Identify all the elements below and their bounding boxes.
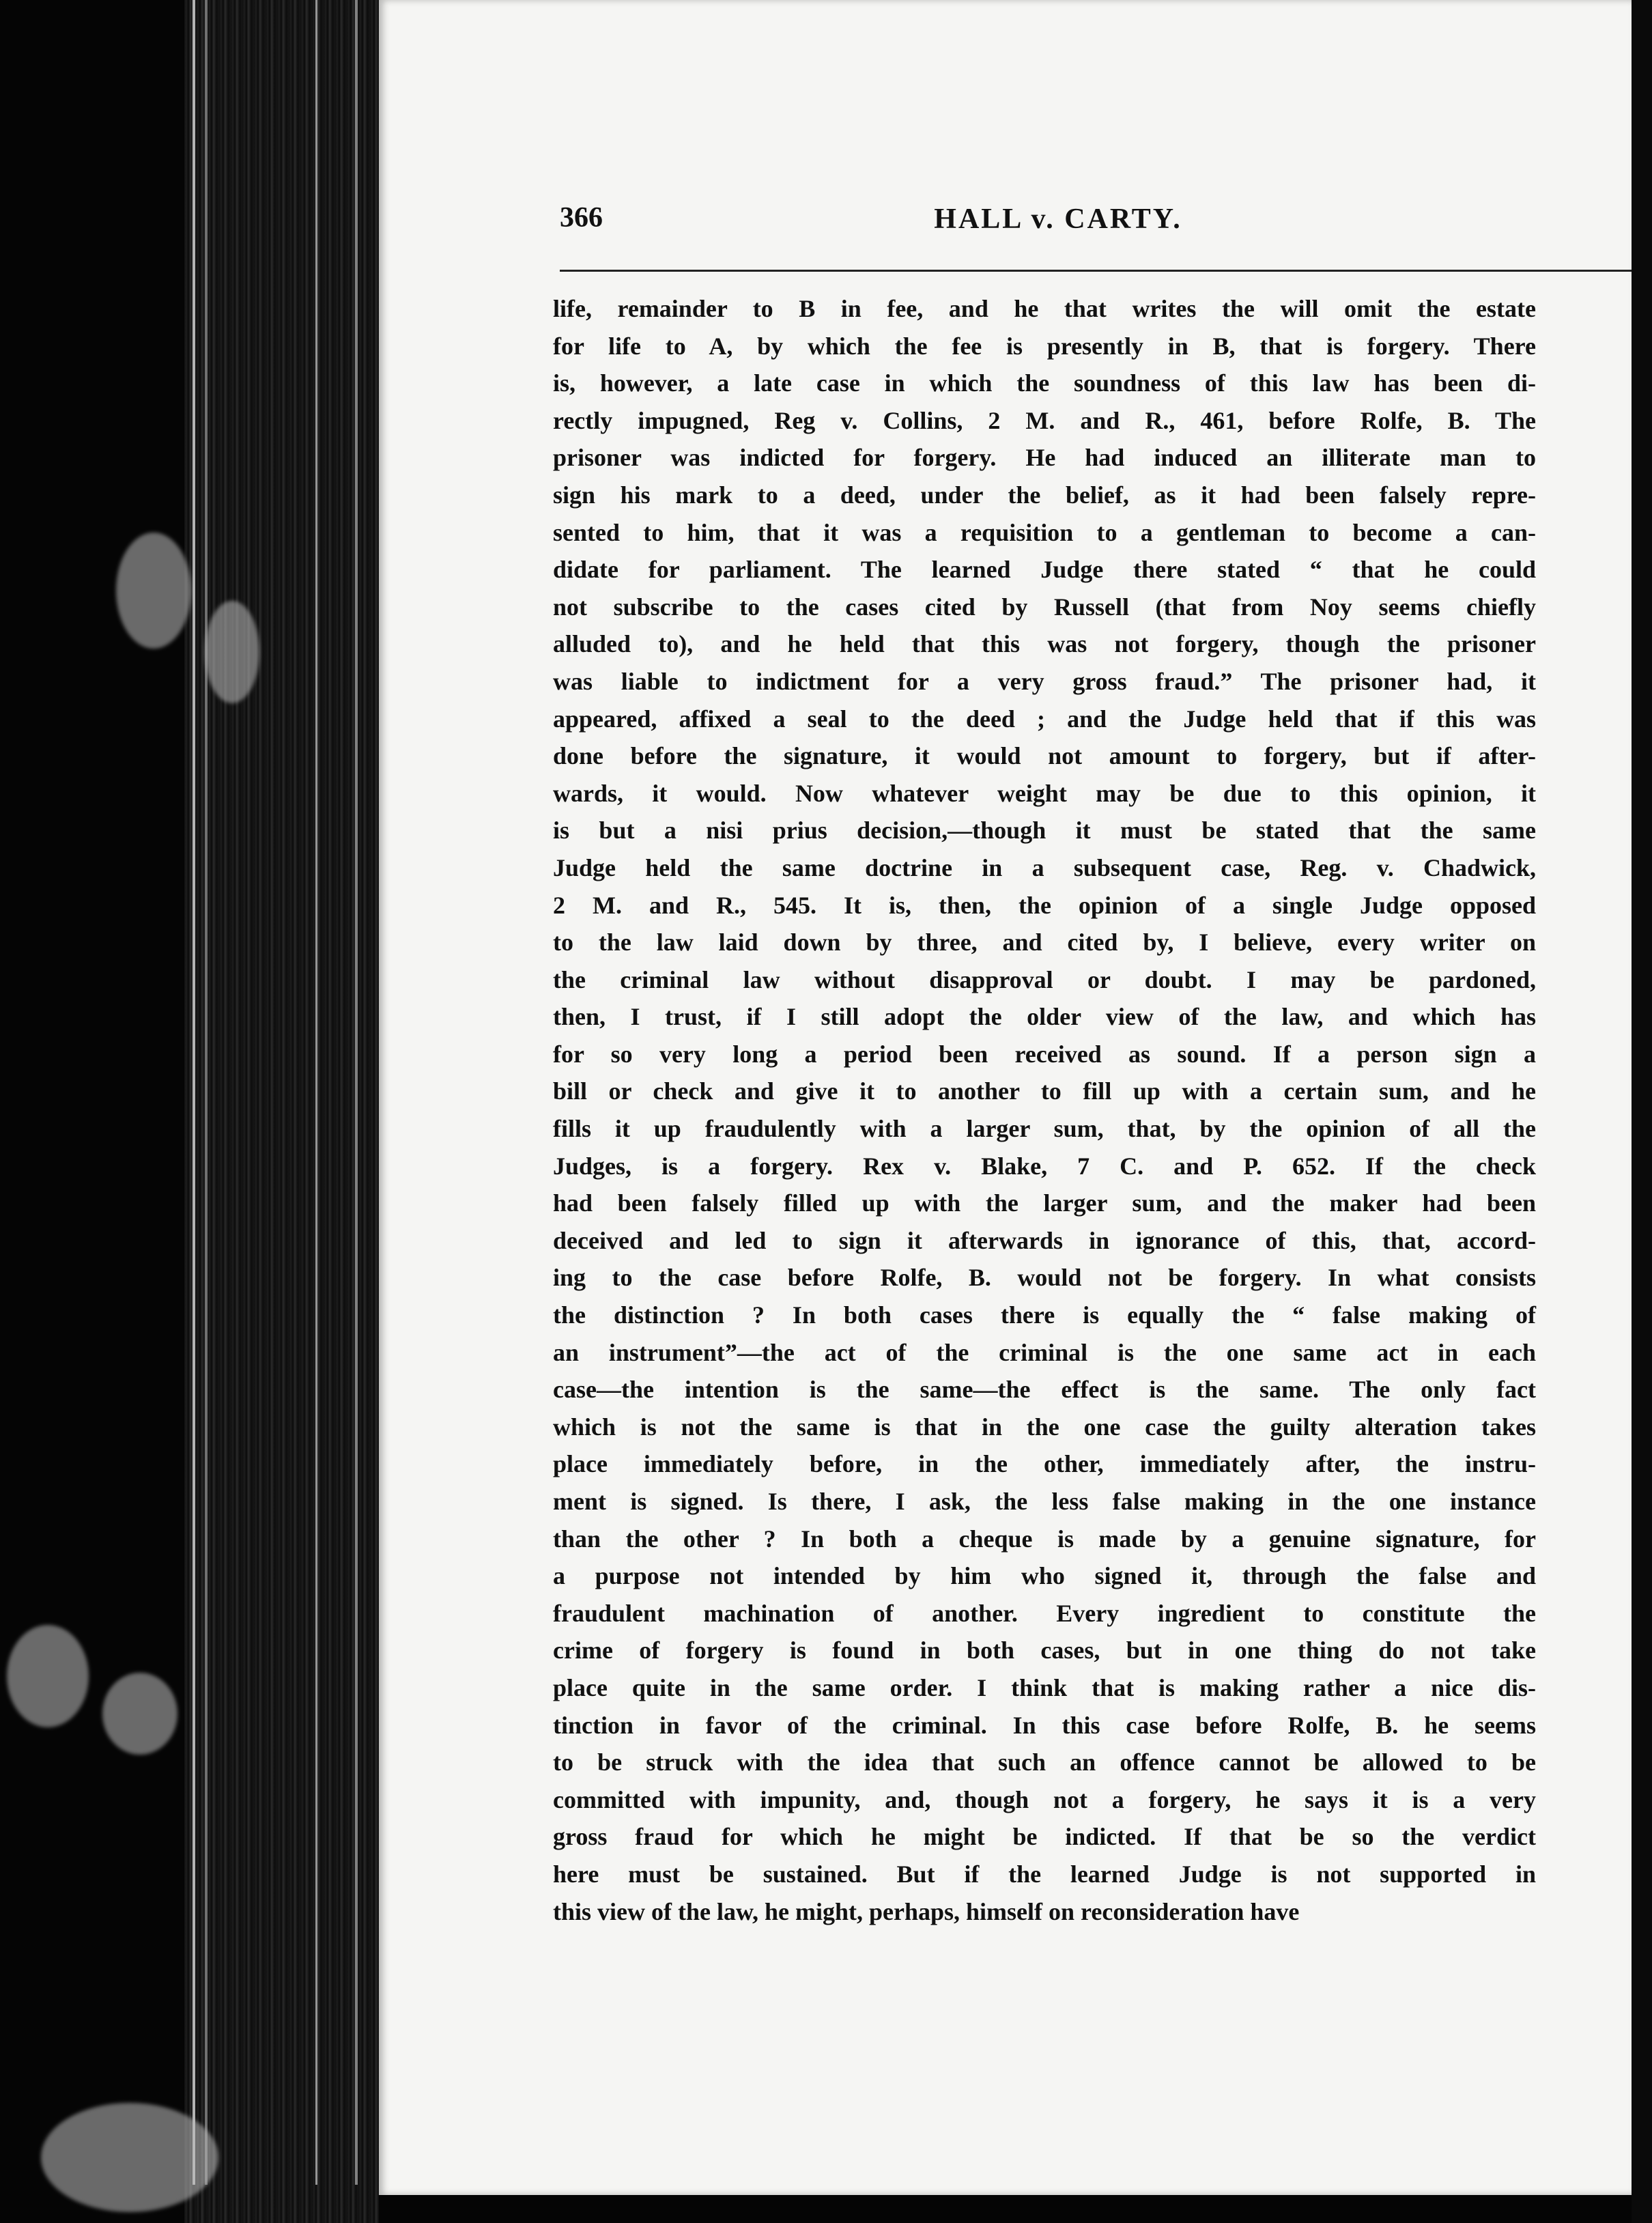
text-line: to the law laid down by three, and cited by, I believe, every writer on <box>553 929 1536 957</box>
text-line: is, however, a late case in which the soundness of this law has been di- <box>553 369 1536 397</box>
text-line: here must be sustained. But if the learned Judge is not supported in <box>553 1860 1536 1888</box>
text-line: sented to him, that it was a requisition to a gentleman to become a can- <box>553 518 1536 546</box>
text-line: fills it up fraudulently with a larger sum, that, by the opinion of all the <box>553 1115 1536 1143</box>
scan-artifact <box>116 533 191 649</box>
text-line: ing to the case before Rolfe, B. would not be forgery. In what consists <box>553 1264 1536 1292</box>
text-line: didate for parliament. The learned Judge there stated “ that he could <box>553 556 1536 584</box>
text-line: wards, it would. Now whatever weight may be due to this opinion, it <box>553 779 1536 807</box>
text-line: crime of forgery is found in both cases, but in one thing do not take <box>553 1637 1536 1665</box>
page-number: 366 <box>560 202 603 233</box>
text-line: deceived and led to sign it afterwards in ignorance of this, that, accord- <box>553 1226 1536 1254</box>
text-line: case—the intention is the same—the effect is the same. The only fact <box>553 1376 1536 1404</box>
text-line: fraudulent machination of another. Every ingredient to constitute the <box>553 1599 1536 1627</box>
text-line: 2 M. and R., 545. It is, then, the opinion of a single Judge opposed <box>553 891 1536 919</box>
page-edge-line <box>315 0 317 2185</box>
text-line: to be struck with the idea that such an offence cannot be allowed to be <box>553 1748 1536 1776</box>
text-line: had been falsely filled up with the larger sum, and the maker had been <box>553 1189 1536 1217</box>
text-line: an instrument”—the act of the criminal is the one same act in each <box>553 1338 1536 1366</box>
text-line: than the other ? In both a cheque is made by a genuine signature, for <box>553 1525 1536 1553</box>
text-line: committed with impunity, and, though not a forgery, he says it is a very <box>553 1785 1536 1813</box>
text-line: bill or check and give it to another to fill up with a certain sum, and he <box>553 1077 1536 1105</box>
page-edge-line <box>193 0 195 2185</box>
text-line: then, I trust, if I still adopt the older view of the law, and which has <box>553 1003 1536 1031</box>
text-line: a purpose not intended by him who signed it, through the false and <box>553 1562 1536 1590</box>
text-line: done before the signature, it would not amount to forgery, but if after- <box>553 742 1536 770</box>
scan-artifact <box>7 1625 89 1727</box>
scan-artifact <box>102 1673 177 1755</box>
body-text <box>553 290 1536 1930</box>
text-line: which is not the same is that in the one case the guilty alteration takes <box>553 1413 1536 1441</box>
text-line: alluded to), and he held that this was not forgery, though the prisoner <box>553 630 1536 658</box>
text-line: ment is signed. Is there, I ask, the less false making in the one instance <box>553 1488 1536 1515</box>
text-line: place quite in the same order. I think that is making rather a nice dis- <box>553 1673 1536 1701</box>
running-title: HALL v. CARTY. <box>934 203 1182 235</box>
book-page <box>379 0 1632 2195</box>
text-line: sign his mark to a deed, under the belief, as it had been falsely repre- <box>553 481 1536 509</box>
page-edge-line <box>355 0 358 2185</box>
text-line: gross fraud for which he might be indicted. If that be so the verdict <box>553 1823 1536 1851</box>
text-line: Judge held the same doctrine in a subsequent case, Reg. v. Chadwick, <box>553 853 1536 881</box>
text-line: prisoner was indicted for forgery. He had induced an illiterate man to <box>553 444 1536 472</box>
text-line: tinction in favor of the criminal. In this case before Rolfe, B. he seems <box>553 1711 1536 1739</box>
text-line: place immediately before, in the other, immediately after, the instru- <box>553 1450 1536 1478</box>
book-page-edges <box>184 0 379 2223</box>
scan-artifact <box>41 2103 218 2212</box>
text-line: the criminal law without disapproval or doubt. I may be pardoned, <box>553 965 1536 993</box>
text-line: is but a nisi prius decision,—though it must be stated that the same <box>553 817 1536 845</box>
text-line: was liable to indictment for a very gross fraud.” The prisoner had, it <box>553 667 1536 695</box>
text-line: for so very long a period been received as sound. If a person sign a <box>553 1040 1536 1068</box>
text-line: the distinction ? In both cases there is equally the “ false making of <box>553 1301 1536 1329</box>
text-line: appeared, affixed a seal to the deed ; and the Judge held that if this was <box>553 705 1536 733</box>
text-line: life, remainder to B in fee, and he that writes the will omit the estate <box>553 295 1536 322</box>
page-edge-line <box>205 0 208 2185</box>
text-line: this view of the law, he might, perhaps, himself on reconsideration have <box>553 1897 1300 1925</box>
text-line: for life to A, by which the fee is presently in B, that is forgery. There <box>553 332 1536 360</box>
running-head <box>560 201 1556 249</box>
scan-artifact <box>205 601 259 703</box>
text-line: rectly impugned, Reg v. Collins, 2 M. and R., 461, before Rolfe, B. The <box>553 406 1536 434</box>
text-line: not subscribe to the cases cited by Russell (that from Noy seems chiefly <box>553 593 1536 621</box>
header-rule <box>560 270 1652 272</box>
text-line: Judges, is a forgery. Rex v. Blake, 7 C. and P. 652. If the check <box>553 1152 1536 1180</box>
scan-right-border <box>1632 0 1652 2223</box>
